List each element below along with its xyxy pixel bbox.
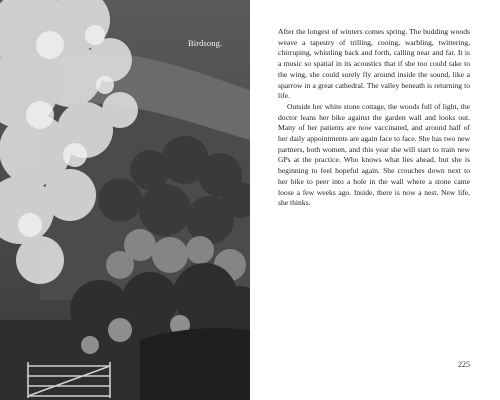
photo-caption: Birdsong. bbox=[188, 38, 223, 48]
paragraph-1: After the longest of winters comes spring. The budding woods weave a tapestry of trilling, cooing, warbling, twittering, chirruping, whistling back and forth, calling near and far. It is a music so spatial in its acoustics that if she too could take to the wing, she could surely fly around inside the sound, like a sparrow in a great cathedral. The valley beneath is returning to life. bbox=[278, 27, 470, 101]
body-text bbox=[278, 27, 470, 209]
page-number: 225 bbox=[458, 360, 470, 369]
text-page bbox=[250, 0, 500, 400]
paragraph-2: Outside her white stone cottage, the woods full of light, the doctor leans her bike against the garden wall and looks out. Many of her patients are now vaccinated, and around half of her daily appointments are again face to face. She has two new partners, both women, and this year she will start to train new GPs at the practice. Who knows what lies ahead, but she is beginning to feel hopeful again. She crouches down next to her bike to peer into a hole in the wall where a stone came loose a few weeks ago. Inside, there is now a nest. New life, she thinks. bbox=[278, 101, 470, 208]
